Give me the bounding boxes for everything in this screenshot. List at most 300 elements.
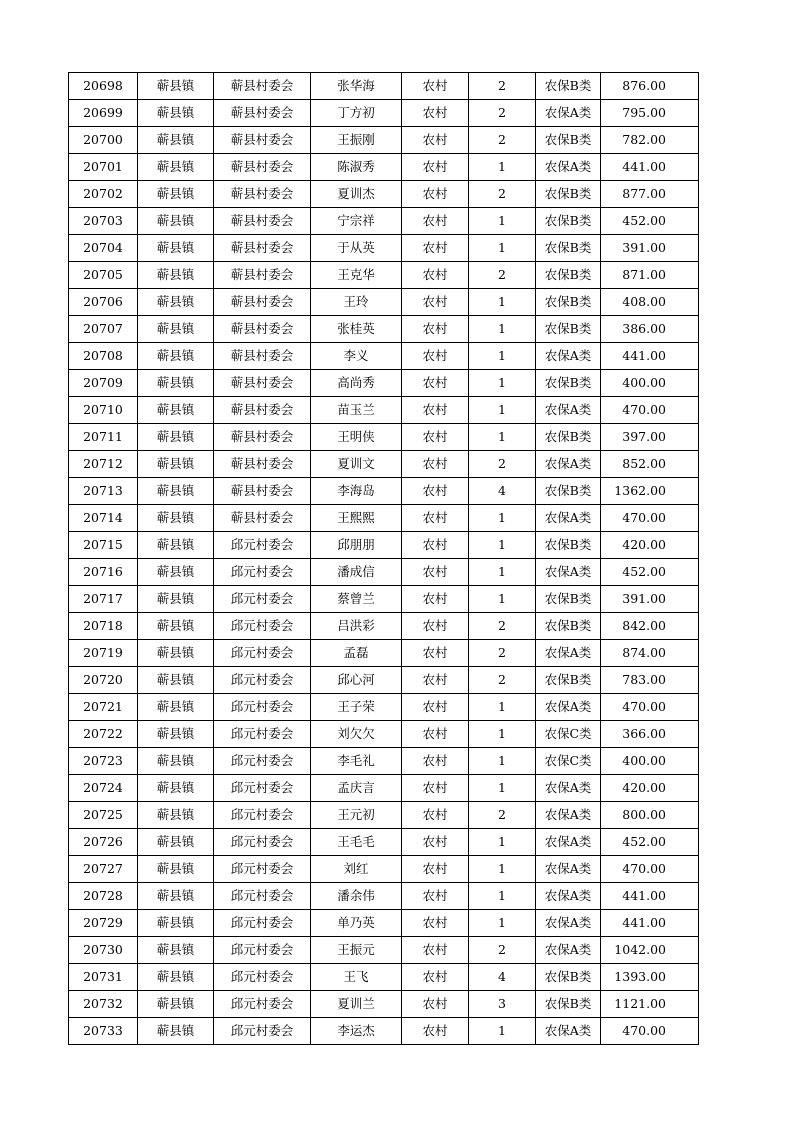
amount-cell: 877.00	[601, 181, 699, 208]
name-cell: 刘欠欠	[311, 721, 402, 748]
household-count-cell: 1	[469, 694, 536, 721]
amount-cell: 470.00	[601, 1018, 699, 1045]
insurance-category-cell: 农保A类	[536, 100, 601, 127]
serial-number-cell: 20730	[69, 937, 138, 964]
name-cell: 于从英	[311, 235, 402, 262]
town-cell: 蕲县镇	[138, 181, 214, 208]
household-count-cell: 1	[469, 721, 536, 748]
household-count-cell: 1	[469, 154, 536, 181]
village-committee-cell: 邱元村委会	[214, 991, 311, 1018]
residence-type-cell: 农村	[402, 208, 469, 235]
table-row	[69, 667, 699, 694]
name-cell: 邱心河	[311, 667, 402, 694]
town-cell: 蕲县镇	[138, 667, 214, 694]
insurance-category-cell: 农保C类	[536, 721, 601, 748]
village-committee-cell: 蕲县村委会	[214, 478, 311, 505]
name-cell: 李运杰	[311, 1018, 402, 1045]
serial-number-cell: 20732	[69, 991, 138, 1018]
village-committee-cell: 蕲县村委会	[214, 289, 311, 316]
town-cell: 蕲县镇	[138, 1018, 214, 1045]
household-count-cell: 1	[469, 775, 536, 802]
village-committee-cell: 邱元村委会	[214, 802, 311, 829]
insurance-category-cell: 农保A类	[536, 937, 601, 964]
town-cell: 蕲县镇	[138, 937, 214, 964]
table-row	[69, 640, 699, 667]
insurance-category-cell: 农保A类	[536, 1018, 601, 1045]
table-row	[69, 775, 699, 802]
insurance-category-cell: 农保B类	[536, 424, 601, 451]
table-row	[69, 910, 699, 937]
village-committee-cell: 蕲县村委会	[214, 343, 311, 370]
residence-type-cell: 农村	[402, 748, 469, 775]
insurance-category-cell: 农保A类	[536, 802, 601, 829]
table-row	[69, 397, 699, 424]
name-cell: 王元初	[311, 802, 402, 829]
name-cell: 李海岛	[311, 478, 402, 505]
village-committee-cell: 蕲县村委会	[214, 100, 311, 127]
table-row	[69, 316, 699, 343]
name-cell: 王子荣	[311, 694, 402, 721]
amount-cell: 386.00	[601, 316, 699, 343]
amount-cell: 420.00	[601, 775, 699, 802]
town-cell: 蕲县镇	[138, 397, 214, 424]
household-count-cell: 1	[469, 586, 536, 613]
town-cell: 蕲县镇	[138, 856, 214, 883]
serial-number-cell: 20711	[69, 424, 138, 451]
town-cell: 蕲县镇	[138, 721, 214, 748]
serial-number-cell: 20725	[69, 802, 138, 829]
name-cell: 潘成信	[311, 559, 402, 586]
serial-number-cell: 20713	[69, 478, 138, 505]
table-row	[69, 748, 699, 775]
town-cell: 蕲县镇	[138, 532, 214, 559]
village-committee-cell: 邱元村委会	[214, 586, 311, 613]
town-cell: 蕲县镇	[138, 559, 214, 586]
insurance-category-cell: 农保A类	[536, 451, 601, 478]
serial-number-cell: 20701	[69, 154, 138, 181]
household-count-cell: 2	[469, 613, 536, 640]
serial-number-cell: 20718	[69, 613, 138, 640]
name-cell: 张桂英	[311, 316, 402, 343]
serial-number-cell: 20704	[69, 235, 138, 262]
insurance-category-cell: 农保B类	[536, 181, 601, 208]
serial-number-cell: 20707	[69, 316, 138, 343]
household-count-cell: 3	[469, 991, 536, 1018]
serial-number-cell: 20698	[69, 73, 138, 100]
name-cell: 王明侠	[311, 424, 402, 451]
serial-number-cell: 20722	[69, 721, 138, 748]
household-count-cell: 1	[469, 370, 536, 397]
residence-type-cell: 农村	[402, 964, 469, 991]
village-committee-cell: 蕲县村委会	[214, 235, 311, 262]
amount-cell: 452.00	[601, 559, 699, 586]
insurance-category-cell: 农保B类	[536, 667, 601, 694]
village-committee-cell: 蕲县村委会	[214, 505, 311, 532]
household-count-cell: 2	[469, 127, 536, 154]
village-committee-cell: 邱元村委会	[214, 883, 311, 910]
amount-cell: 795.00	[601, 100, 699, 127]
town-cell: 蕲县镇	[138, 424, 214, 451]
town-cell: 蕲县镇	[138, 829, 214, 856]
village-committee-cell: 蕲县村委会	[214, 127, 311, 154]
household-count-cell: 1	[469, 316, 536, 343]
village-committee-cell: 蕲县村委会	[214, 154, 311, 181]
town-cell: 蕲县镇	[138, 451, 214, 478]
serial-number-cell: 20731	[69, 964, 138, 991]
table-row	[69, 856, 699, 883]
residence-type-cell: 农村	[402, 586, 469, 613]
insurance-category-cell: 农保B类	[536, 235, 601, 262]
serial-number-cell: 20702	[69, 181, 138, 208]
household-count-cell: 2	[469, 640, 536, 667]
table-row	[69, 1018, 699, 1045]
household-count-cell: 1	[469, 532, 536, 559]
residence-type-cell: 农村	[402, 802, 469, 829]
table-row	[69, 73, 699, 100]
insurance-category-cell: 农保B类	[536, 262, 601, 289]
serial-number-cell: 20703	[69, 208, 138, 235]
name-cell: 王玲	[311, 289, 402, 316]
residence-type-cell: 农村	[402, 775, 469, 802]
table-row	[69, 127, 699, 154]
town-cell: 蕲县镇	[138, 505, 214, 532]
amount-cell: 470.00	[601, 694, 699, 721]
amount-cell: 408.00	[601, 289, 699, 316]
table-row	[69, 343, 699, 370]
serial-number-cell: 20727	[69, 856, 138, 883]
residence-type-cell: 农村	[402, 127, 469, 154]
table-row	[69, 991, 699, 1018]
village-committee-cell: 邱元村委会	[214, 856, 311, 883]
town-cell: 蕲县镇	[138, 883, 214, 910]
insurance-category-cell: 农保B类	[536, 964, 601, 991]
table-row	[69, 559, 699, 586]
amount-cell: 391.00	[601, 586, 699, 613]
records-table-body	[69, 73, 699, 1045]
serial-number-cell: 20717	[69, 586, 138, 613]
insurance-category-cell: 农保B类	[536, 613, 601, 640]
household-count-cell: 4	[469, 964, 536, 991]
name-cell: 王振刚	[311, 127, 402, 154]
amount-cell: 871.00	[601, 262, 699, 289]
amount-cell: 400.00	[601, 748, 699, 775]
village-committee-cell: 邱元村委会	[214, 640, 311, 667]
insurance-category-cell: 农保A类	[536, 559, 601, 586]
village-committee-cell: 邱元村委会	[214, 694, 311, 721]
records-table	[68, 72, 699, 1045]
serial-number-cell: 20705	[69, 262, 138, 289]
residence-type-cell: 农村	[402, 721, 469, 748]
serial-number-cell: 20716	[69, 559, 138, 586]
insurance-category-cell: 农保A类	[536, 856, 601, 883]
town-cell: 蕲县镇	[138, 343, 214, 370]
name-cell: 夏训兰	[311, 991, 402, 1018]
insurance-category-cell: 农保A类	[536, 694, 601, 721]
amount-cell: 470.00	[601, 856, 699, 883]
town-cell: 蕲县镇	[138, 154, 214, 181]
table-row	[69, 613, 699, 640]
table-row	[69, 721, 699, 748]
residence-type-cell: 农村	[402, 1018, 469, 1045]
insurance-category-cell: 农保B类	[536, 289, 601, 316]
insurance-category-cell: 农保B类	[536, 586, 601, 613]
serial-number-cell: 20724	[69, 775, 138, 802]
amount-cell: 1121.00	[601, 991, 699, 1018]
town-cell: 蕲县镇	[138, 316, 214, 343]
table-row	[69, 505, 699, 532]
name-cell: 王毛毛	[311, 829, 402, 856]
household-count-cell: 1	[469, 424, 536, 451]
residence-type-cell: 农村	[402, 316, 469, 343]
residence-type-cell: 农村	[402, 451, 469, 478]
name-cell: 丁方初	[311, 100, 402, 127]
village-committee-cell: 蕲县村委会	[214, 370, 311, 397]
residence-type-cell: 农村	[402, 154, 469, 181]
table-row	[69, 937, 699, 964]
village-committee-cell: 邱元村委会	[214, 748, 311, 775]
table-row	[69, 964, 699, 991]
table-row	[69, 829, 699, 856]
residence-type-cell: 农村	[402, 343, 469, 370]
table-row	[69, 586, 699, 613]
town-cell: 蕲县镇	[138, 964, 214, 991]
table-row	[69, 883, 699, 910]
serial-number-cell: 20720	[69, 667, 138, 694]
table-row	[69, 694, 699, 721]
household-count-cell: 2	[469, 451, 536, 478]
amount-cell: 452.00	[601, 208, 699, 235]
town-cell: 蕲县镇	[138, 208, 214, 235]
household-count-cell: 1	[469, 397, 536, 424]
insurance-category-cell: 农保B类	[536, 208, 601, 235]
amount-cell: 452.00	[601, 829, 699, 856]
amount-cell: 876.00	[601, 73, 699, 100]
name-cell: 苗玉兰	[311, 397, 402, 424]
village-committee-cell: 蕲县村委会	[214, 316, 311, 343]
amount-cell: 1042.00	[601, 937, 699, 964]
insurance-category-cell: 农保A类	[536, 883, 601, 910]
village-committee-cell: 蕲县村委会	[214, 73, 311, 100]
amount-cell: 420.00	[601, 532, 699, 559]
town-cell: 蕲县镇	[138, 748, 214, 775]
amount-cell: 441.00	[601, 883, 699, 910]
insurance-category-cell: 农保A类	[536, 910, 601, 937]
town-cell: 蕲县镇	[138, 235, 214, 262]
residence-type-cell: 农村	[402, 235, 469, 262]
name-cell: 孟磊	[311, 640, 402, 667]
insurance-category-cell: 农保B类	[536, 73, 601, 100]
household-count-cell: 1	[469, 343, 536, 370]
residence-type-cell: 农村	[402, 613, 469, 640]
residence-type-cell: 农村	[402, 559, 469, 586]
town-cell: 蕲县镇	[138, 478, 214, 505]
name-cell: 高尚秀	[311, 370, 402, 397]
table-row	[69, 478, 699, 505]
serial-number-cell: 20723	[69, 748, 138, 775]
serial-number-cell: 20728	[69, 883, 138, 910]
table-row	[69, 451, 699, 478]
town-cell: 蕲县镇	[138, 127, 214, 154]
residence-type-cell: 农村	[402, 694, 469, 721]
serial-number-cell: 20706	[69, 289, 138, 316]
village-committee-cell: 邱元村委会	[214, 775, 311, 802]
residence-type-cell: 农村	[402, 883, 469, 910]
insurance-category-cell: 农保A类	[536, 505, 601, 532]
village-committee-cell: 蕲县村委会	[214, 424, 311, 451]
residence-type-cell: 农村	[402, 991, 469, 1018]
insurance-category-cell: 农保A类	[536, 775, 601, 802]
name-cell: 孟庆言	[311, 775, 402, 802]
serial-number-cell: 20710	[69, 397, 138, 424]
table-row	[69, 802, 699, 829]
name-cell: 张华海	[311, 73, 402, 100]
town-cell: 蕲县镇	[138, 289, 214, 316]
village-committee-cell: 邱元村委会	[214, 532, 311, 559]
name-cell: 宁宗祥	[311, 208, 402, 235]
village-committee-cell: 邱元村委会	[214, 721, 311, 748]
household-count-cell: 2	[469, 937, 536, 964]
name-cell: 夏训杰	[311, 181, 402, 208]
town-cell: 蕲县镇	[138, 802, 214, 829]
household-count-cell: 1	[469, 748, 536, 775]
table-row	[69, 370, 699, 397]
insurance-category-cell: 农保C类	[536, 748, 601, 775]
serial-number-cell: 20700	[69, 127, 138, 154]
household-count-cell: 1	[469, 208, 536, 235]
table-row	[69, 154, 699, 181]
residence-type-cell: 农村	[402, 910, 469, 937]
residence-type-cell: 农村	[402, 397, 469, 424]
serial-number-cell: 20715	[69, 532, 138, 559]
amount-cell: 441.00	[601, 154, 699, 181]
serial-number-cell: 20699	[69, 100, 138, 127]
household-count-cell: 2	[469, 802, 536, 829]
town-cell: 蕲县镇	[138, 370, 214, 397]
amount-cell: 441.00	[601, 343, 699, 370]
household-count-cell: 2	[469, 100, 536, 127]
insurance-category-cell: 农保A类	[536, 640, 601, 667]
amount-cell: 470.00	[601, 505, 699, 532]
village-committee-cell: 邱元村委会	[214, 829, 311, 856]
village-committee-cell: 蕲县村委会	[214, 208, 311, 235]
household-count-cell: 1	[469, 289, 536, 316]
insurance-category-cell: 农保B类	[536, 991, 601, 1018]
household-count-cell: 2	[469, 181, 536, 208]
household-count-cell: 2	[469, 667, 536, 694]
residence-type-cell: 农村	[402, 424, 469, 451]
household-count-cell: 1	[469, 883, 536, 910]
table-row	[69, 181, 699, 208]
table-row	[69, 235, 699, 262]
name-cell: 王熙熙	[311, 505, 402, 532]
residence-type-cell: 农村	[402, 73, 469, 100]
town-cell: 蕲县镇	[138, 262, 214, 289]
residence-type-cell: 农村	[402, 640, 469, 667]
table-row	[69, 262, 699, 289]
residence-type-cell: 农村	[402, 262, 469, 289]
household-count-cell: 4	[469, 478, 536, 505]
name-cell: 蔡曾兰	[311, 586, 402, 613]
household-count-cell: 1	[469, 829, 536, 856]
table-row	[69, 424, 699, 451]
residence-type-cell: 农村	[402, 100, 469, 127]
town-cell: 蕲县镇	[138, 586, 214, 613]
household-count-cell: 1	[469, 856, 536, 883]
table-row	[69, 532, 699, 559]
amount-cell: 842.00	[601, 613, 699, 640]
town-cell: 蕲县镇	[138, 640, 214, 667]
village-committee-cell: 邱元村委会	[214, 937, 311, 964]
town-cell: 蕲县镇	[138, 613, 214, 640]
insurance-category-cell: 农保A类	[536, 154, 601, 181]
residence-type-cell: 农村	[402, 532, 469, 559]
name-cell: 王振元	[311, 937, 402, 964]
insurance-category-cell: 农保A类	[536, 397, 601, 424]
residence-type-cell: 农村	[402, 829, 469, 856]
amount-cell: 397.00	[601, 424, 699, 451]
amount-cell: 1393.00	[601, 964, 699, 991]
insurance-category-cell: 农保B类	[536, 316, 601, 343]
village-committee-cell: 邱元村委会	[214, 910, 311, 937]
amount-cell: 783.00	[601, 667, 699, 694]
residence-type-cell: 农村	[402, 478, 469, 505]
residence-type-cell: 农村	[402, 667, 469, 694]
household-count-cell: 1	[469, 505, 536, 532]
name-cell: 王克华	[311, 262, 402, 289]
insurance-category-cell: 农保B类	[536, 532, 601, 559]
name-cell: 李义	[311, 343, 402, 370]
residence-type-cell: 农村	[402, 505, 469, 532]
village-committee-cell: 蕲县村委会	[214, 181, 311, 208]
village-committee-cell: 邱元村委会	[214, 1018, 311, 1045]
name-cell: 潘余伟	[311, 883, 402, 910]
serial-number-cell: 20729	[69, 910, 138, 937]
village-committee-cell: 蕲县村委会	[214, 451, 311, 478]
table-row	[69, 208, 699, 235]
amount-cell: 441.00	[601, 910, 699, 937]
name-cell: 李毛礼	[311, 748, 402, 775]
serial-number-cell: 20709	[69, 370, 138, 397]
amount-cell: 874.00	[601, 640, 699, 667]
insurance-category-cell: 农保A类	[536, 343, 601, 370]
name-cell: 夏训文	[311, 451, 402, 478]
insurance-category-cell: 农保B类	[536, 370, 601, 397]
table-row	[69, 100, 699, 127]
insurance-category-cell: 农保B类	[536, 478, 601, 505]
table-row	[69, 289, 699, 316]
residence-type-cell: 农村	[402, 370, 469, 397]
name-cell: 邱朋朋	[311, 532, 402, 559]
serial-number-cell: 20721	[69, 694, 138, 721]
household-count-cell: 1	[469, 1018, 536, 1045]
village-committee-cell: 邱元村委会	[214, 667, 311, 694]
residence-type-cell: 农村	[402, 856, 469, 883]
residence-type-cell: 农村	[402, 937, 469, 964]
amount-cell: 852.00	[601, 451, 699, 478]
amount-cell: 470.00	[601, 397, 699, 424]
household-count-cell: 2	[469, 262, 536, 289]
insurance-category-cell: 农保B类	[536, 127, 601, 154]
amount-cell: 400.00	[601, 370, 699, 397]
town-cell: 蕲县镇	[138, 73, 214, 100]
village-committee-cell: 邱元村委会	[214, 559, 311, 586]
name-cell: 吕洪彩	[311, 613, 402, 640]
household-count-cell: 1	[469, 235, 536, 262]
household-count-cell: 1	[469, 910, 536, 937]
town-cell: 蕲县镇	[138, 910, 214, 937]
village-committee-cell: 蕲县村委会	[214, 262, 311, 289]
town-cell: 蕲县镇	[138, 991, 214, 1018]
